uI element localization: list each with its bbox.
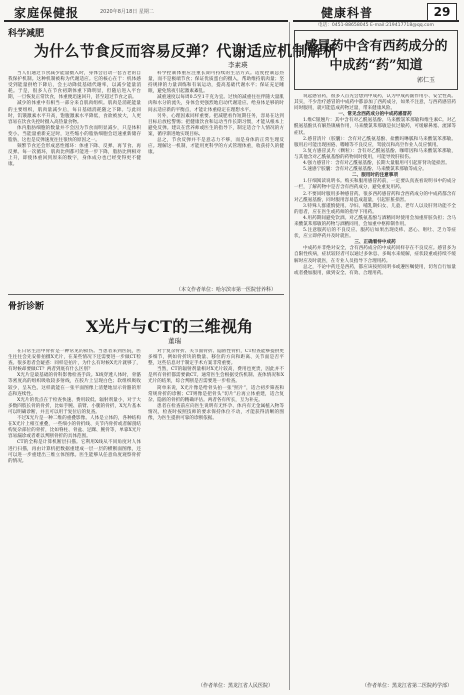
article1-paragraph: 减重速度以每周0.5至1千克为宜。过快的减重往往伴随大量肌肉和水分的流失，身体会更强烈地启动代谢适应。给身体足够的时间去适应新的平衡点，才能让体重稳定在理想水平。 xyxy=(148,95,284,113)
article3-paragraph: 1.维C银翘片：其中含有对乙酰氨基酚、马来酸氯苯那敏和维生素C。对乙酰氨基酚具有解热镇痛作用，马来酸氯苯那敏是抗过敏药，可缓解鼻塞、流涕等症状。 xyxy=(294,118,456,136)
article3-title-box xyxy=(294,30,458,90)
page-number-badge: 29 xyxy=(427,3,457,21)
article3-paragraph: 5.速感宁胶囊：含有对乙酰氨基酚、马来酸氯苯那敏等成分。 xyxy=(303,167,427,173)
article1-paragraph: 另外，心理因素同样重要。把减肥看作短期任务，容易在达到目标后放松警惕；把健康饮食和运动当作长期习惯，才能从根本上避免反弹。建议在营养师或医生的指导下，制定适合个人情况的方案，循序渐进地实现目标。 xyxy=(148,113,284,137)
article2-body-right xyxy=(148,349,284,671)
article1-paragraph: 科学控制体重应注重长期可持续的生活方式。适度控制总热量，而不是极端节食；保证优质蛋白的摄入，帮助维持肌肉量；坚持规律的力量训练和有氧运动，提高基础代谢水平；保证充足睡眠，避免熬夜引起激素紊乱。 xyxy=(148,71,284,95)
article2-paragraph: 患者在检查前应向医生说明有无怀孕、体内有无金属植入物等情况，检查时按照技师的要求保持体位不动，才能获得清晰的图像，为医生提供可靠的诊断依据。 xyxy=(148,403,284,422)
article3-paragraph: 2.感冒清片（胶囊）：含有对乙酰氨基酚、盐酸吗啉胍和马来酸氯苯那敏。服用后可能出现困倦、嗜睡等不良反应，驾驶员和高空作业人员应慎用。 xyxy=(294,136,456,148)
article3-subheading: 三、正确看待中成药 xyxy=(354,240,396,246)
article1-title: 为什么节食反而容易反弹？代谢适应机制解析 xyxy=(34,42,339,60)
article-divider xyxy=(8,294,284,295)
article3-body xyxy=(294,94,456,674)
article1-footer: （本文作者单位：哈尔滨市第一医院营养科） xyxy=(176,287,277,293)
article1-body-right xyxy=(148,71,284,285)
article2-paragraph: 对于复杂骨折、关节面骨折、隐匿性骨折，CT检查能够提供更多细节，例如骨折块的数量、移位的方向和距离、关节面是否平整，这些信息对于制定手术方案非常重要。 xyxy=(148,349,284,367)
article3-paragraph: 2.不要同时服用多种感冒药。很多西药感冒药和含西药成分的中成药都含有对乙酰氨基酚，同时服用容易造成超量，引起肝脏损害。 xyxy=(294,191,456,203)
article3-paragraph: 3.复方感冒灵片（颗粒）：含有对乙酰氨基酚、咖啡因和马来酸氯苯那敏，与其他含对乙酰氨基酚的药物同时使用，可能导致肝损伤。 xyxy=(294,148,456,160)
left-section-name: 家庭保健报 xyxy=(14,6,80,20)
contact-line: 电话：0451-88658045 E-mail:219417718@qq.com xyxy=(318,23,434,28)
article3-paragraph: 5.注意服药后的不良反应。服药后如果出现皮疹、恶心、呕吐、乏力等症状，应立即停药并及时就医。 xyxy=(294,228,456,240)
article3-paragraph: 3.特殊人群谨慎使用。孕妇、哺乳期妇女、儿童、老年人以及肝肾功能不全的患者，应在医生或药师的指导下用药。 xyxy=(294,203,456,215)
article3-paragraph: 总之，不论中药还是西药，都应该按照说明书或遵医嘱使用，切勿自行加量或者叠加服用，做到安全、有效、合理用药。 xyxy=(294,264,456,276)
article2-paragraph: 简单来说，X光片像是给骨头拍一张“照片”，适合初步筛查和常规骨折的诊断；CT则像是把骨头“切片”后再立体重建，适合复杂、隐匿的骨折的精确评估。两者各有所长，互为补充。 xyxy=(148,385,284,403)
right-section-name: 健康科普 xyxy=(321,6,374,20)
article1-paragraph: 总之，节食反弹并不是意志力不够，而是身体的正常生理反应。理解这一机制，才能用更科学的方式管理体重，收获持久的健康。 xyxy=(148,138,284,156)
issue-date: 2020年8月18日 星期二 xyxy=(100,9,154,15)
article3-paragraph: 4.用药期间避免饮酒。对乙酰氨基酚与酒精同时使用会加重肝脏负担；含马来酸氯苯那敏的药物与酒精同用，会加重中枢抑制作用。 xyxy=(294,215,456,227)
article1-paragraph: 当人们通过节食减少能量摄入时，身体会启动一套古老的自我保护机制。这种机制被称为代谢适应。它的核心在于：机体感受到能量供给下降后，会主动降低基础代谢率，以减少能量消耗。于是，很多人在节食初期体重下降明显，但随后进入平台期，一旦恢复正常饮食，体重便迅速回升，甚至超过节食之前。 xyxy=(8,71,141,101)
article1-body-left xyxy=(8,71,141,285)
article2-byline: 董瑞 xyxy=(168,337,181,345)
article2-body-left xyxy=(8,349,141,679)
article1-paragraph: 体内脂肪细胞的数量并不会因为节食而明显减少，只是体积变小。当能量重新充足时，这些缩小的脂肪细胞会迅速重新储存脂肪，这也是反弹速度往往很快的原因之一。 xyxy=(8,125,141,144)
article2-paragraph: X光片是最基础的骨科影像检查手段。X线穿透人体时，骨骼等密度高的组织吸收较多射线，在胶片上呈现白色；软组织吸收较少，呈灰色。这样就能在一张平面图像上清楚地显示骨骼的形态和连续性。 xyxy=(8,373,141,397)
article2-footer: （作者单位：黑龙江省人民医院） xyxy=(198,683,274,689)
article2-title: X光片与CT的三维视角 xyxy=(86,317,254,336)
article3-footer: （作者单位：黑龙江省第二医院药学部） xyxy=(362,683,453,689)
article1-kicker: 科学减肥 xyxy=(8,29,45,39)
article3-subheading: 一、常见含西药成分的中成药感冒药 xyxy=(338,112,412,118)
left-page-header xyxy=(4,3,288,22)
article2-paragraph: 在日常生活中骨折是一种常见的损伤。当患者来到医院，医生往往会先安排拍摄X光片，在某些情况下还需要进一步做CT检查。很多患者会疑惑：同样是拍片，为什么有时候X光片就够了，有时候却要做CT？两者到底有什么区别？ xyxy=(8,349,141,373)
article3-paragraph: 1.仔细阅读说明书。购买和服用感冒药前，一定要认真查看说明书中的成分一栏，了解药物中是否含有西药成分，避免重复用药。 xyxy=(294,179,456,191)
article1-byline: 李素瑛 xyxy=(228,61,248,69)
article3-title-line1: 感冒药中含有西药成分的 xyxy=(304,39,448,54)
article1-paragraph: 频繁节食还会形成恶性循环：体重下降、反弹、再节食、再反弹。每一次循环，肌肉比例都可能进一步下降，脂肪比例相对上升，即使体重回到原来的数字，身体成分也已经变得更不健康。 xyxy=(8,144,141,168)
right-page-header xyxy=(293,3,459,22)
article3-title-line2: 中成药“药”知道 xyxy=(329,58,423,73)
column-divider xyxy=(289,22,290,690)
article2-paragraph: CT的全称是计算机断层扫描。它利用X线从不同角度对人体进行扫描，再由计算机把数据重建成一层一层的横断面图像，还可以进一步重建出三维立体图像。医生能够从任意角度观察骨折的情况。 xyxy=(8,440,141,464)
article3-paragraph: 4.强力感冒片：含有对乙酰氨基酚，长期大量服用可引起肝肾功能损害。 xyxy=(303,161,450,167)
article3-byline: 郭仁玉 xyxy=(416,77,435,84)
article3-paragraph: 说起感冒药，很多人首先会想到中成药，认为中成药副作用小、安全性高。其实，不少治疗感冒的中成药中都添加了西药成分，如果不注意，与西药感冒药同时服用，就可能造成药物过量，带来健康风险。 xyxy=(294,94,456,112)
article2-paragraph: X光片的优点在于检查快速、费用较低、辐射剂量小，对于大多数四肢长骨的骨折，比如手腕、前臂、小腿的骨折，X光片基本可以明确诊断，并且可以用于复位后的复查。 xyxy=(8,397,141,415)
article2-paragraph: 当然，CT的辐射剂量相对X光片较高，费用也更贵，因此并不是所有骨折都需要做CT。通常医生会根据受伤机制、查体情况和X光片的结果，综合判断是否需要进一步检查。 xyxy=(148,367,284,385)
article3-paragraph: 中成药并非绝对安全，含有西药成分的中成药同样存在不良反应。感冒多为自限性疾病，症状较轻者可以通过多休息、多喝水来缓解，症状较重或持续不缓解时应及时就医，在专业人员指导下合理用药。 xyxy=(294,246,456,264)
article1-paragraph: 减少的体重中有相当一部分来自肌肉组织。肌肉是消耗能量的主要组织，肌肉量减少后，每日基础消耗随之下降。与此同时，饥饿激素水平升高，饱腹激素水平降低，食欲被放大，人更容易在饮食失控时摄入高热量食物。 xyxy=(8,101,141,125)
article3-subheading: 二、服用时的注意事项 xyxy=(352,173,398,179)
article2-paragraph: 不过X光片是一种二维的重叠影像。人体是立体的，各种结构在X光片上相互重叠，一些细小的骨折线、关节内骨折或者解剖结构复杂部位的骨折，比如脊柱、骨盆、足踝、腕骨等，单靠X光片容易漏诊或者难以判断骨折的具体范围。 xyxy=(8,416,141,440)
article2-kicker: 骨折诊断 xyxy=(8,302,45,312)
